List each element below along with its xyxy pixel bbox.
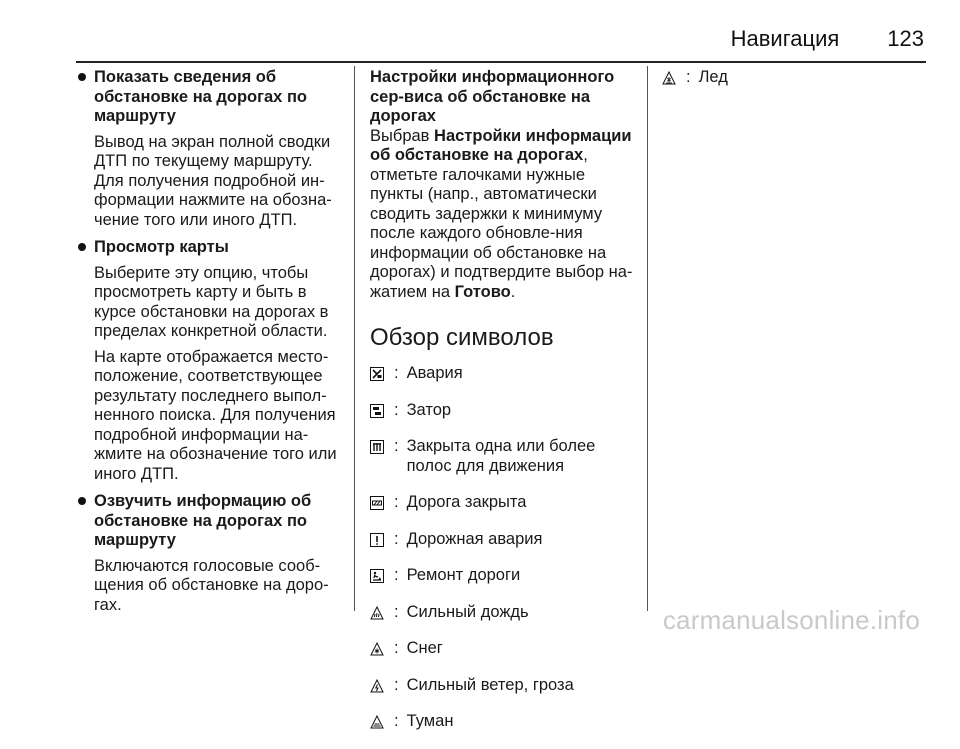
settings-text: . bbox=[510, 282, 516, 301]
symbol-description: Затор bbox=[406, 400, 452, 419]
symbol-separator: : bbox=[394, 602, 399, 621]
symbol-description: Туман bbox=[406, 712, 454, 730]
symbol-description: Дорожная авария bbox=[406, 529, 543, 548]
settings-menu-name: Настройки информации об обстановке на дорогах bbox=[370, 126, 632, 164]
symbol-description: Сильный дождь bbox=[406, 602, 529, 621]
road-incident-icon bbox=[370, 533, 384, 547]
watermark: carmanualsonline.info bbox=[662, 605, 920, 635]
symbol-separator: : bbox=[394, 712, 399, 730]
symbol-separator: : bbox=[394, 566, 399, 584]
snow-icon bbox=[370, 642, 384, 656]
symbol-row bbox=[370, 530, 638, 550]
item-text: На карте отображается место-положение, соответствующее результату последнего выпол-ненного поиска. Для получения подробной информации на-жмите на обозначение того или иного ДТП. bbox=[94, 347, 337, 483]
symbol-description: Сильный ветер, гроза bbox=[406, 675, 574, 694]
symbol-separator: : bbox=[394, 639, 399, 657]
item-text: Включаются голосовые сооб-щения об обстановке на доро-гах. bbox=[94, 556, 329, 614]
settings-text: Выбрав bbox=[370, 126, 435, 145]
column-divider bbox=[354, 66, 355, 611]
symbol-description: Дорога закрыта bbox=[406, 493, 527, 511]
item-title: Озвучить информацию об обстановке на дорогах по маршруту bbox=[94, 492, 312, 549]
column-1 bbox=[76, 68, 344, 623]
symbol-description: Закрыта одна или более полос для движения bbox=[406, 437, 596, 475]
bullet-icon bbox=[78, 243, 86, 251]
bullet-icon bbox=[78, 497, 86, 505]
symbol-separator: : bbox=[394, 437, 399, 455]
done-label: Готово bbox=[454, 282, 511, 301]
symbol-description: Снег bbox=[406, 639, 443, 657]
item-text: Вывод на экран полной сводки ДТП по текущему маршруту. Для получения подробной ин-формации нажмите на обозна-чение того или иного ДТП. bbox=[94, 132, 332, 229]
symbols-section-title: Обзор символов bbox=[370, 324, 554, 351]
road-works-icon bbox=[370, 569, 384, 583]
ice-icon bbox=[662, 71, 676, 85]
symbol-separator: : bbox=[394, 529, 399, 548]
symbol-separator: : bbox=[394, 364, 399, 382]
heavy-rain-icon bbox=[370, 606, 384, 620]
symbol-row bbox=[370, 603, 638, 623]
symbol-separator: : bbox=[686, 68, 691, 86]
item-title: Просмотр карты bbox=[94, 238, 229, 256]
lanes-closed-icon bbox=[370, 440, 384, 454]
symbol-description: Лед bbox=[698, 68, 728, 86]
symbol-separator: : bbox=[394, 493, 399, 511]
fog-icon bbox=[370, 715, 384, 729]
column-2 bbox=[370, 68, 638, 749]
list-item bbox=[76, 492, 344, 615]
column-3 bbox=[662, 68, 930, 105]
road-closed-icon bbox=[370, 496, 384, 510]
symbol-row bbox=[370, 493, 638, 513]
symbol-separator: : bbox=[394, 400, 399, 419]
symbol-row bbox=[370, 676, 638, 696]
symbol-row bbox=[370, 437, 638, 476]
settings-paragraph bbox=[370, 127, 638, 303]
symbol-row bbox=[370, 364, 638, 384]
settings-text: , отметьте галочками нужные пункты (напр., автоматически сводить задержки к минимуму после каждого обновле-ния информации об обстановке на дорогах) и подтвердите выбор на-жатием на bbox=[370, 146, 633, 301]
settings-heading: Настройки информационного сер-виса об обстановке на дорогах bbox=[370, 68, 615, 125]
traffic-jam-icon bbox=[370, 404, 384, 418]
page-title: Навигация bbox=[730, 26, 840, 51]
symbol-description: Авария bbox=[406, 364, 463, 382]
page-number: 123 bbox=[887, 26, 924, 51]
header-rule bbox=[76, 61, 926, 63]
symbol-row bbox=[370, 401, 638, 421]
symbol-row bbox=[370, 566, 638, 586]
storm-icon bbox=[370, 679, 384, 693]
list-item bbox=[76, 68, 344, 230]
symbol-separator: : bbox=[394, 675, 399, 694]
list-item bbox=[76, 238, 344, 484]
symbol-row bbox=[662, 68, 930, 88]
symbols-list bbox=[370, 364, 638, 732]
item-title: Показать сведения об обстановке на дорогах по маршруту bbox=[94, 68, 307, 125]
symbols-list bbox=[662, 68, 930, 88]
accident-icon bbox=[370, 367, 384, 381]
symbol-row bbox=[370, 712, 638, 732]
page-header bbox=[731, 26, 924, 52]
item-text: Выберите эту опцию, чтобы просмотреть карту и быть в курсе обстановки на дорогах в пределах конкретной области. bbox=[94, 263, 329, 340]
symbol-description: Ремонт дороги bbox=[406, 566, 521, 584]
bullet-icon bbox=[78, 73, 86, 81]
column-divider bbox=[647, 66, 648, 611]
